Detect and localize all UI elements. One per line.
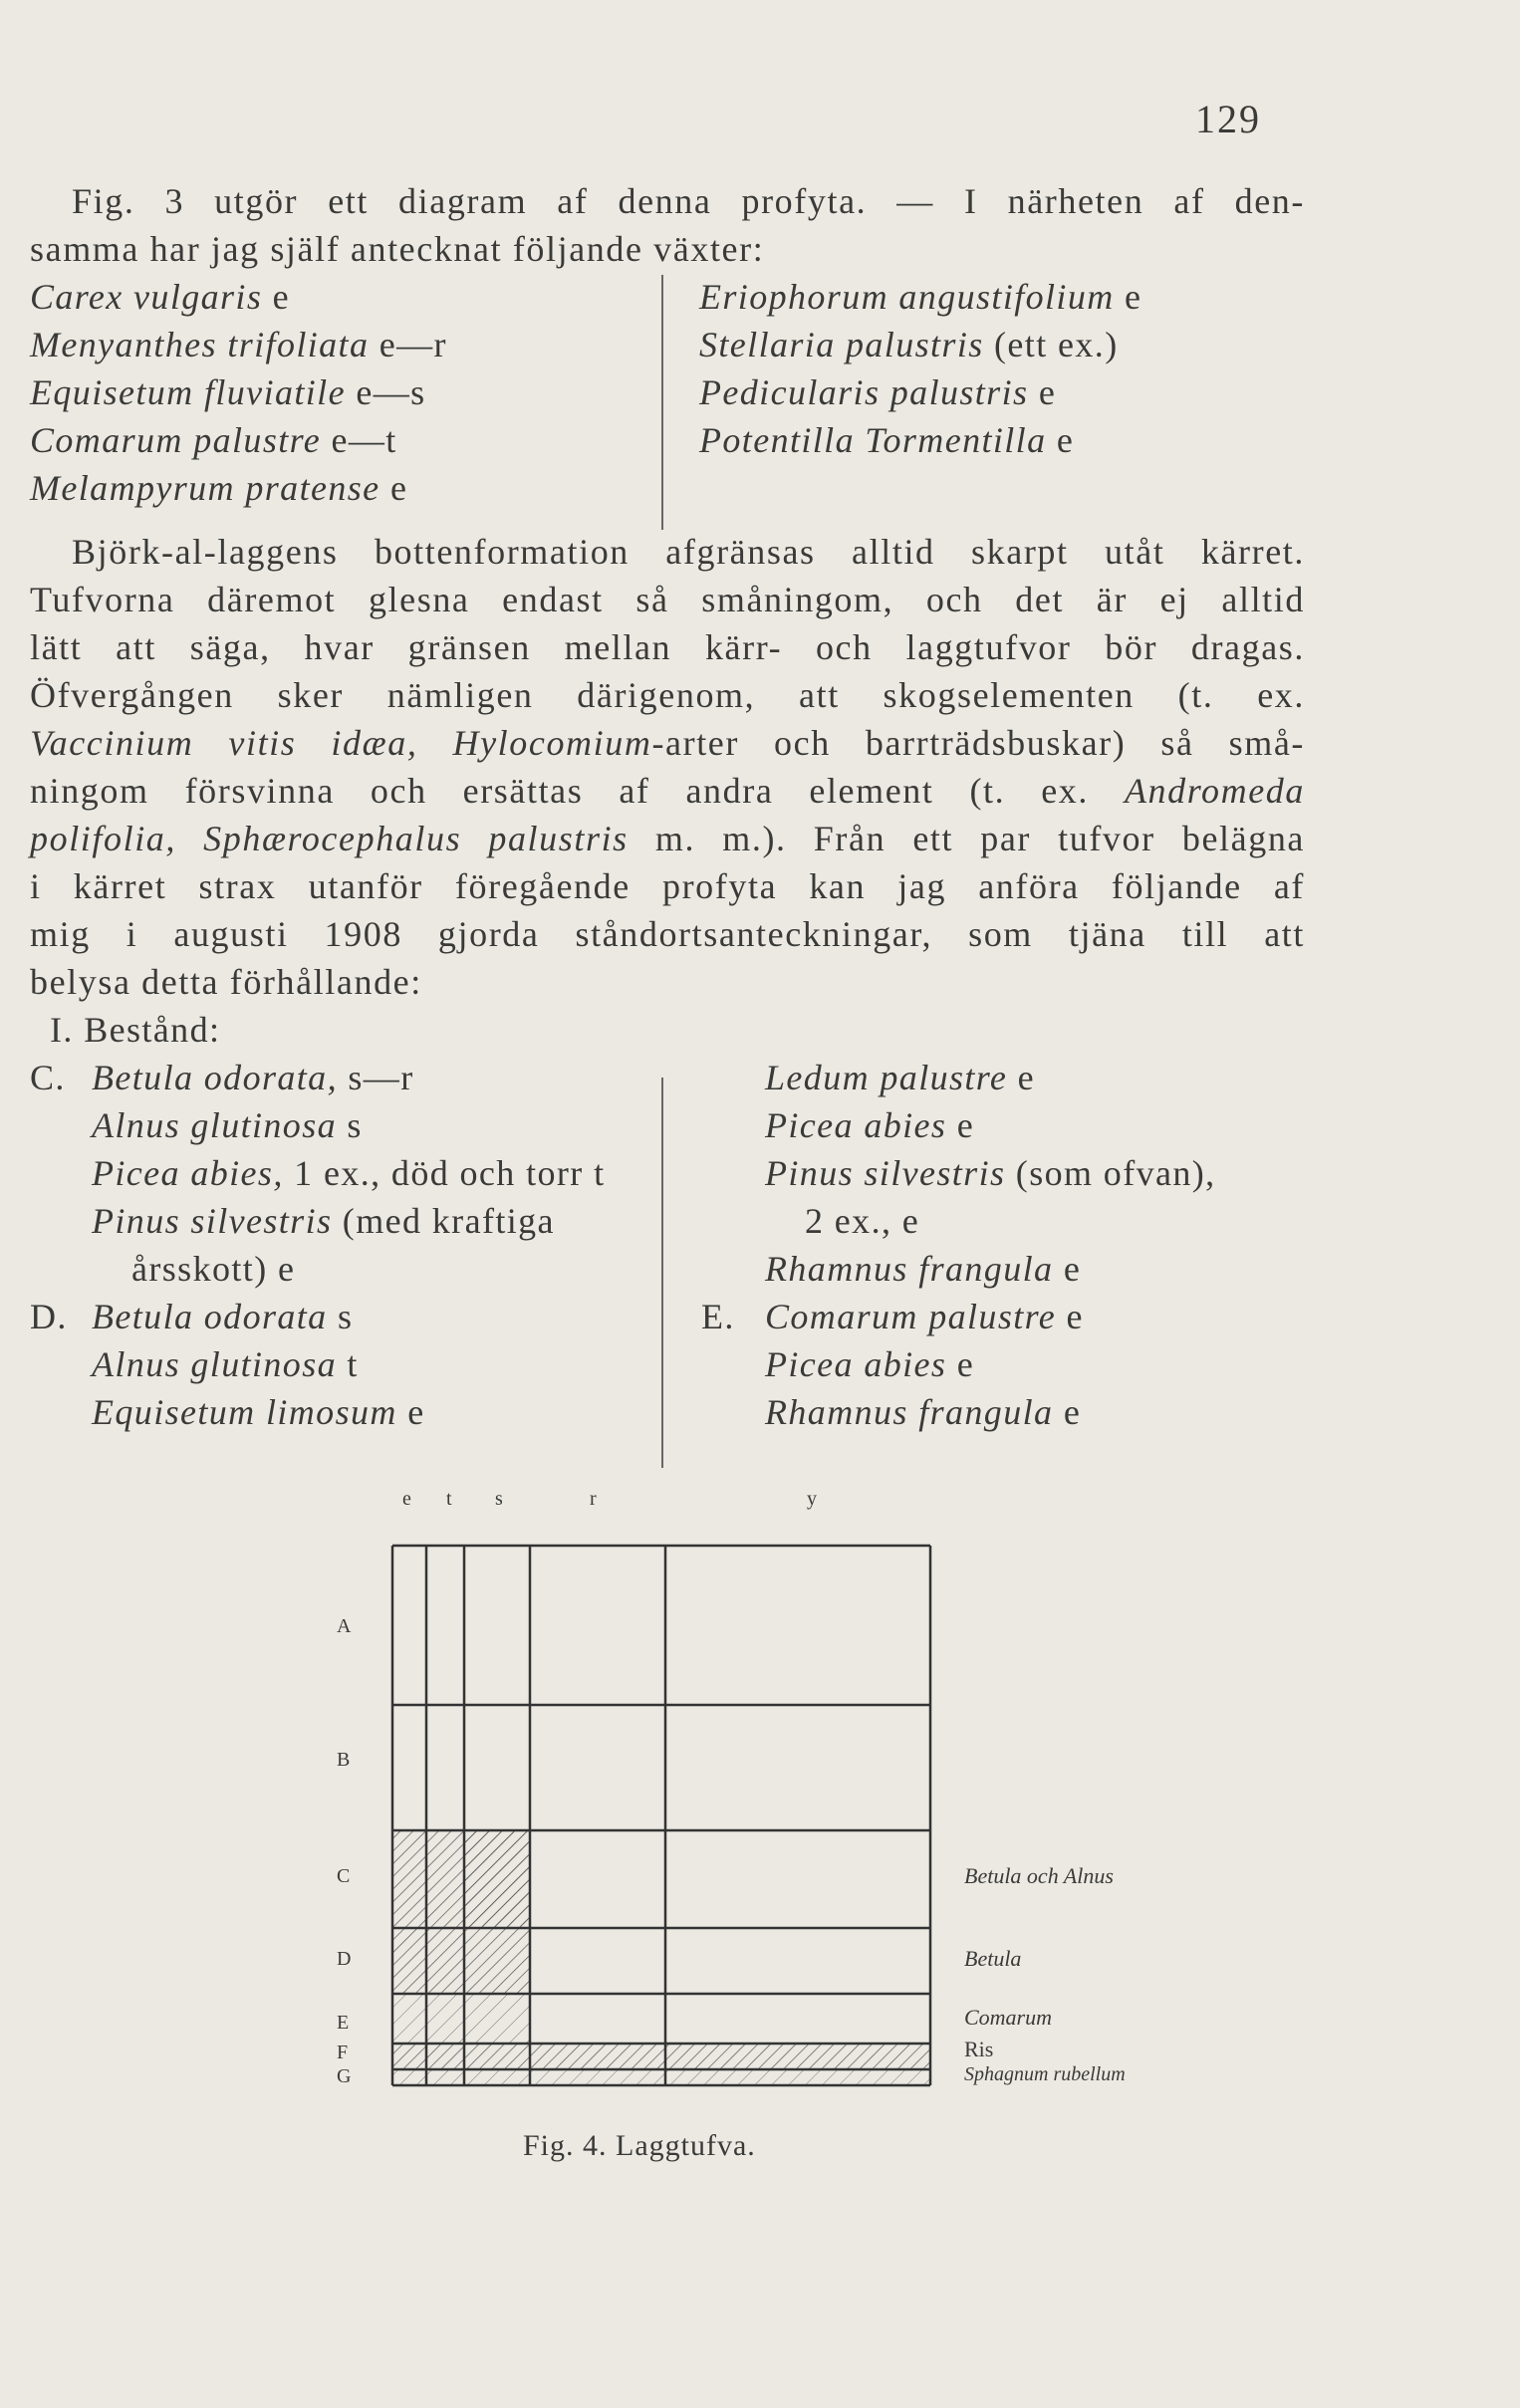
plant-name: Picea abies	[765, 1105, 947, 1145]
plant-abundance: (ett ex.)	[983, 325, 1119, 364]
page-number: 129	[1195, 97, 1261, 141]
figure-caption: Fig. 4. Laggtufva.	[523, 2129, 756, 2162]
plant-abundance: e	[262, 277, 291, 317]
taxon-names: polifolia, Sphærocephalus palustris	[30, 819, 629, 858]
row-label-g: G	[337, 2065, 352, 2087]
body-line-4: Öfvergången sker nämligen därigenom, att skogselementen (t. ex.	[30, 675, 1305, 715]
plant-name: Carex vulgaris	[30, 277, 263, 317]
plant-abundance: s	[337, 1105, 363, 1145]
body-line-8: i kärret strax utanför föregående profyta kan jag anföra följande af	[30, 866, 1305, 906]
plant-abundance: t	[337, 1344, 359, 1384]
row-label-f: F	[337, 2042, 349, 2063]
plant-abundance: s—r	[337, 1058, 414, 1097]
body-line-3: lätt att säga, hvar gränsen mellan kärr- och laggtufvor bör dragas.	[30, 627, 1305, 667]
row-label-a: A	[337, 1615, 352, 1637]
intro-line-2: samma har jag själf antecknat följande växter:	[30, 229, 765, 269]
plant-abundance: e	[1053, 1249, 1082, 1289]
plant-name: Equisetum limosum	[92, 1392, 397, 1432]
body-line-10: belysa detta förhållande:	[30, 962, 422, 1002]
legend-betula-alnus: Betula och Alnus	[964, 1863, 1114, 1888]
plant-name: Picea abies,	[92, 1153, 284, 1193]
plant-name: Pinus silvestris	[765, 1153, 1006, 1193]
stand-letter-d: D.	[30, 1297, 68, 1336]
hatched-zone-g	[392, 2069, 930, 2085]
plant-abundance: e	[1053, 1392, 1082, 1432]
body-line-2: Tufvorna däremot glesna endast så småningom, och det är ej alltid	[30, 580, 1305, 619]
plant-abundance: e	[380, 468, 408, 508]
row-label-d: D	[337, 1948, 352, 1970]
plant-name: Equisetum fluviatile	[30, 372, 346, 412]
row-label-e: E	[337, 2012, 350, 2034]
hatched-zone-e	[392, 1994, 530, 2044]
body-line-1: Björk-al-laggens bottenformation afgränsas alltid skarpt utåt kärret.	[72, 532, 1305, 572]
plant-abundance: e—r	[369, 325, 447, 364]
row-label-c: C	[337, 1865, 351, 1887]
plant-abundance: e	[1007, 1058, 1036, 1097]
plant-name: Ledum palustre	[765, 1058, 1008, 1097]
plant-name: Potentilla Tormentilla	[699, 420, 1047, 460]
legend-sphagnum: Sphagnum rubellum	[964, 2063, 1126, 2085]
plant-abundance: (som ofvan),	[1005, 1153, 1216, 1193]
body-text: m. m.). Från ett par tufvor belägna	[628, 819, 1305, 858]
plant-name: Pedicularis palustris	[699, 372, 1029, 412]
plant-abundance: (med kraftiga	[332, 1201, 555, 1241]
plant-abundance: e—t	[321, 420, 397, 460]
plant-name: Comarum palustre	[30, 420, 322, 460]
row-label-b: B	[337, 1749, 351, 1771]
plant-abundance: e	[1028, 372, 1057, 412]
plant-name: Melampyrum pratense	[30, 468, 380, 508]
legend-ris: Ris	[964, 2037, 994, 2061]
plant-name: Betula odorata	[92, 1297, 328, 1336]
plant-name: Rhamnus frangula	[765, 1392, 1054, 1432]
plant-abundance: s	[327, 1297, 354, 1336]
plant-name: Rhamnus frangula	[765, 1249, 1054, 1289]
column-label-e: e	[402, 1488, 411, 1510]
plant-name: Pinus silvestris	[92, 1201, 333, 1241]
plant-name: Stellaria palustris	[699, 325, 984, 364]
plant-abundance: e	[1114, 277, 1142, 317]
legend-comarum: Comarum	[964, 2005, 1053, 2030]
plant-name: Alnus glutinosa	[92, 1344, 338, 1384]
plant-name: Comarum palustre	[765, 1297, 1057, 1336]
plant-name: Betula odorata,	[92, 1058, 338, 1097]
plant-name: Alnus glutinosa	[92, 1105, 338, 1145]
plant-abundance: e	[1046, 420, 1075, 460]
hatched-zone-f	[392, 2044, 930, 2069]
column-label-s: s	[495, 1488, 503, 1510]
intro-line-1: Fig. 3 utgör ett diagram af denna profyta. — I närheten af den-	[72, 181, 1305, 221]
plant-abundance: 1 ex., död och torr t	[283, 1153, 606, 1193]
body-text: ningom försvinna och ersättas af andra element (t. ex.	[30, 771, 1125, 811]
plant-name: Picea abies	[765, 1344, 947, 1384]
section-heading: I. Bestånd:	[50, 1010, 221, 1050]
stand-r-4: 2 ex., e	[805, 1201, 920, 1241]
taxon-names: Vaccinium vitis idæa, Hylocomium	[30, 723, 652, 763]
column-label-t: t	[446, 1488, 452, 1510]
plant-abundance: e	[1056, 1297, 1084, 1336]
column-label-y: y	[807, 1488, 817, 1510]
legend-betula: Betula	[964, 1946, 1022, 1971]
plant-abundance: e	[396, 1392, 425, 1432]
plant-name: Menyanthes trifoliata	[30, 325, 370, 364]
body-text: -arter och barrträdsbuskar) så små-	[651, 723, 1305, 763]
stand-c-5: årsskott) e	[131, 1249, 296, 1289]
stand-letter-c: C.	[30, 1058, 66, 1097]
body-line-9: mig i augusti 1908 gjorda ståndortsanteckningar, som tjäna till att	[30, 914, 1305, 954]
plant-abundance: e	[946, 1344, 975, 1384]
plant-name: Eriophorum angustifolium	[699, 277, 1115, 317]
taxon-names: Andromeda	[1124, 771, 1305, 811]
column-label-r: r	[590, 1488, 597, 1510]
plant-abundance: e—s	[345, 372, 426, 412]
plant-abundance: e	[946, 1105, 975, 1145]
hatched-zone-c-inner	[464, 1830, 530, 1928]
stand-letter-e: E.	[701, 1297, 735, 1336]
